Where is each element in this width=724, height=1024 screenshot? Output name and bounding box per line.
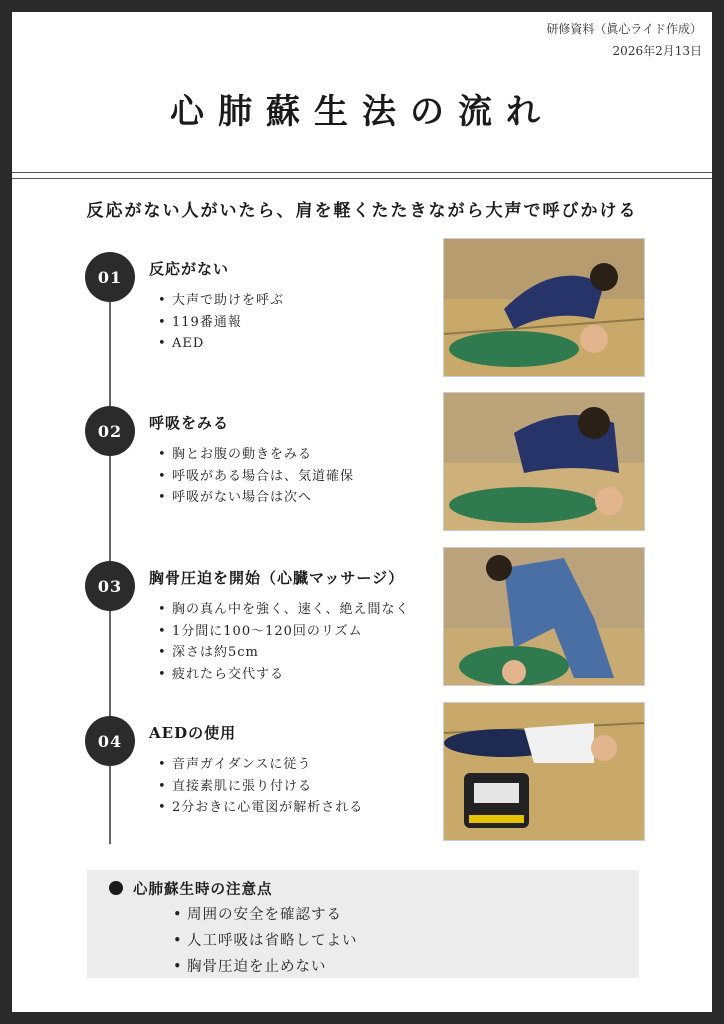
list-item: • 人工呼吸は省略してよい xyxy=(187,928,358,954)
step-bullet-list xyxy=(172,290,284,355)
document-page xyxy=(12,12,712,1012)
list-item: • 胸の真ん中を強く、速く、絶え間なく xyxy=(172,599,409,621)
list-item: • 音声ガイダンスに従う xyxy=(172,754,363,776)
list-item: • 2分おきに心電図が解析される xyxy=(172,797,363,819)
step-title: 呼吸をみる xyxy=(149,414,230,432)
document-date: 2026年2月13日 xyxy=(612,44,702,58)
list-item: • 1分間に100〜120回のリズム xyxy=(172,621,409,643)
step-1-photo xyxy=(443,238,645,377)
list-item: • 疲れたら交代する xyxy=(172,664,409,686)
document-source: 研修資料（眞心ライド作成） xyxy=(546,22,702,36)
headline: 反応がない人がいたら、肩を軽くたたきながら大声で呼びかける xyxy=(86,201,638,221)
step-bullet-list xyxy=(172,599,409,685)
step-2 xyxy=(12,406,712,546)
step-title: AEDの使用 xyxy=(149,724,237,742)
list-item: • 周囲の安全を確認する xyxy=(187,902,358,928)
step-4 xyxy=(12,716,712,856)
step-bullet-list xyxy=(172,754,363,819)
list-item: • 大声で助けを呼ぶ xyxy=(172,290,284,312)
document-meta xyxy=(546,18,702,62)
list-item: • 直接素肌に張り付ける xyxy=(172,776,363,798)
step-number-badge: 01 xyxy=(85,252,135,302)
step-number-badge: 03 xyxy=(85,561,135,611)
step-3 xyxy=(12,561,712,701)
step-number-badge: 04 xyxy=(85,716,135,766)
list-item: • 胸骨圧迫を止めない xyxy=(187,954,358,980)
list-item: • 呼吸がある場合は、気道確保 xyxy=(172,466,354,488)
step-bullet-list xyxy=(172,444,354,509)
step-number-badge: 02 xyxy=(85,406,135,456)
title-divider-top xyxy=(12,172,712,173)
step-title: 反応がない xyxy=(149,260,230,278)
list-item: • 深さは約5cm xyxy=(172,642,409,664)
notes-title: 心肺蘇生時の注意点 xyxy=(133,878,273,899)
step-title: 胸骨圧迫を開始（心臓マッサージ） xyxy=(149,569,405,587)
notes-box xyxy=(87,870,639,978)
list-item: • 胸とお腹の動きをみる xyxy=(172,444,354,466)
list-item: • AED xyxy=(172,333,284,355)
list-item: • 119番通報 xyxy=(172,312,284,334)
notes-list xyxy=(187,902,358,980)
page-title: 心肺蘇生法の流れ xyxy=(170,92,554,132)
step-4-photo xyxy=(443,702,645,841)
title-divider-bottom xyxy=(12,178,712,179)
step-3-photo xyxy=(443,547,645,686)
list-item: • 呼吸がない場合は次へ xyxy=(172,487,354,509)
step-2-photo xyxy=(443,392,645,531)
step-1 xyxy=(12,252,712,392)
